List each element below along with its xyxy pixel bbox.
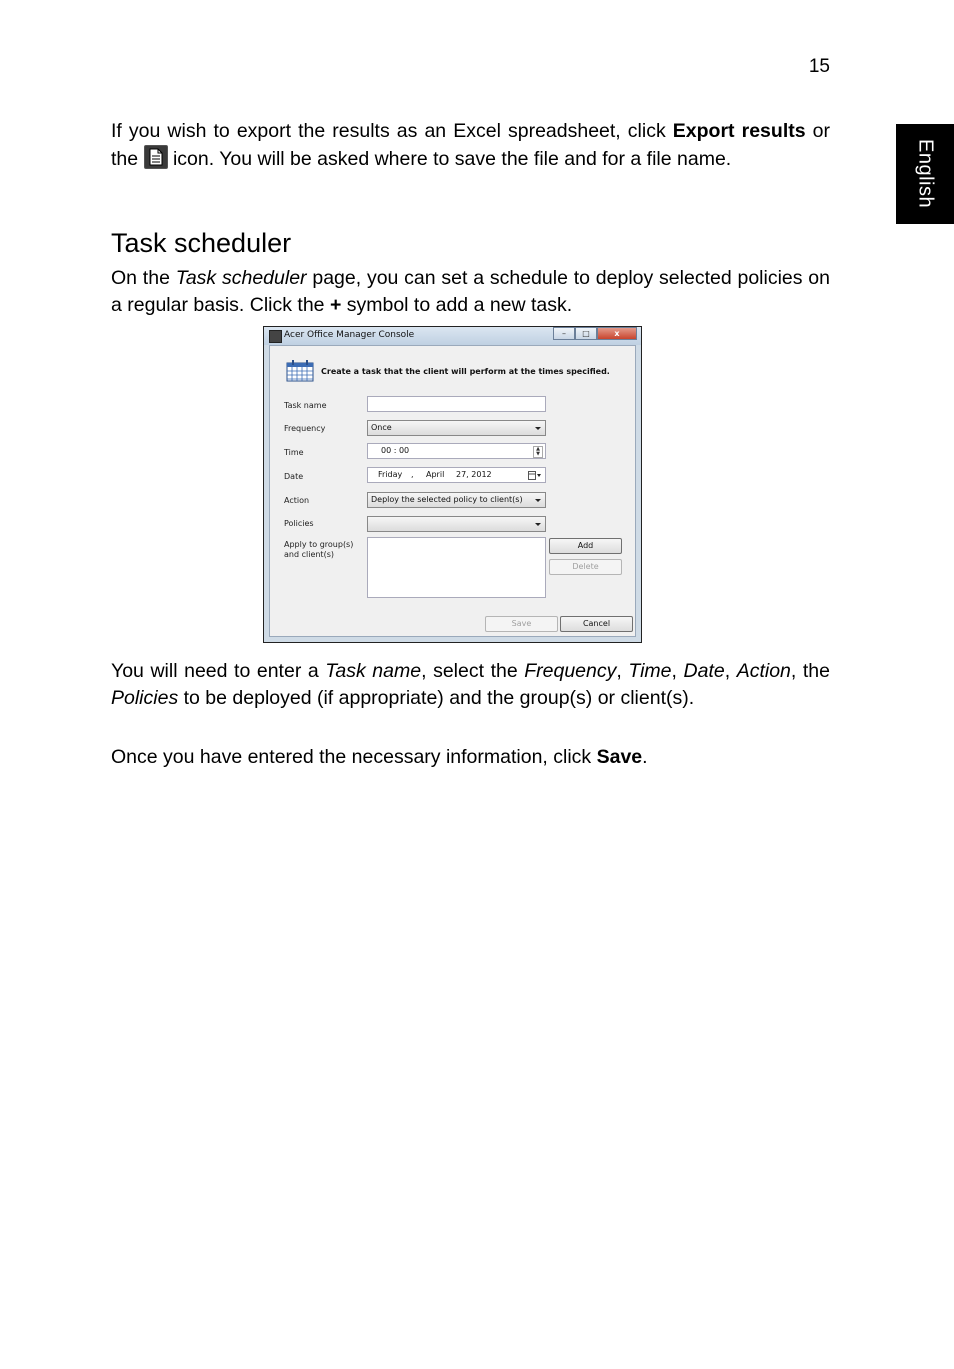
close-button[interactable]: x	[597, 327, 637, 340]
dialog-titlebar	[264, 327, 641, 345]
p1-text-3: symbol to add a new task.	[341, 293, 573, 316]
dialog-client-area	[269, 345, 636, 637]
time-label: Time	[284, 448, 304, 457]
policies-label: Policies	[284, 519, 314, 528]
minimize-button[interactable]: –	[553, 327, 575, 340]
intro-text-3: icon. You will be asked where to save the file and for a file name.	[167, 147, 732, 170]
frequency-label: Frequency	[284, 424, 326, 433]
export-results-term: Export results	[672, 120, 806, 142]
policies-dropdown[interactable]	[367, 516, 546, 532]
language-tab-label: English	[914, 139, 937, 209]
calendar-dropdown-icon[interactable]	[528, 471, 542, 480]
p2-italic-policies: Policies	[111, 686, 179, 709]
p2-italic-frequency: Frequency	[524, 660, 617, 682]
time-picker[interactable]	[367, 443, 546, 459]
chevron-down-icon	[535, 523, 541, 526]
intro-text-1: If you wish to export the results as an Excel spreadsheet, click	[111, 120, 673, 142]
task-name-label: Task name	[284, 401, 327, 410]
apply-label-line-2: and client(s)	[284, 550, 334, 559]
action-value: Deploy the selected policy to client(s)	[371, 495, 523, 504]
date-label: Date	[284, 472, 304, 481]
dialog-title: Acer Office Manager Console	[284, 330, 415, 340]
calendar-icon	[286, 360, 314, 382]
frequency-value: Once	[371, 423, 392, 432]
action-dropdown[interactable]	[367, 492, 546, 508]
p3-text-1: Once you have entered the necessary information, click	[111, 746, 597, 768]
plus-symbol: +	[329, 293, 342, 316]
instructions-paragraph	[111, 658, 830, 711]
chevron-down-icon	[535, 499, 541, 502]
p2-text-5: ,	[724, 660, 737, 682]
p2-italic-date: Date	[683, 660, 725, 682]
cancel-button[interactable]: Cancel	[560, 616, 633, 632]
p2-italic-time: Time	[628, 660, 672, 682]
spinner-icon[interactable]: ▲ ▼	[533, 446, 543, 458]
time-value: 00 : 00	[381, 446, 410, 455]
p2-text-3: ,	[616, 660, 629, 682]
p2-text-2: , select the	[421, 660, 525, 682]
page-number: 15	[808, 56, 830, 77]
intro-paragraph	[111, 118, 830, 172]
p2-italic-task-name: Task name	[325, 660, 422, 682]
action-label: Action	[284, 496, 310, 505]
language-tab	[896, 124, 954, 224]
p2-text-6: , the	[790, 660, 830, 682]
p2-text-4: ,	[671, 660, 684, 682]
date-month: April	[426, 470, 445, 479]
save-instruction-paragraph	[111, 744, 830, 771]
add-button[interactable]: Add	[549, 538, 622, 554]
dialog-header-text: Create a task that the client will perform at the times specified.	[321, 367, 610, 376]
window-controls	[553, 327, 637, 341]
date-day: Friday	[378, 470, 403, 479]
chevron-down-icon	[535, 427, 541, 430]
app-icon	[269, 330, 282, 343]
p3-text-2: .	[642, 746, 648, 768]
p2-text-7: to be deployed (if appropriate) and the group(s) or client(s).	[178, 686, 695, 709]
p1-text-2: page, you can set a schedule to deploy selected policies on a regular basis. Click the	[111, 267, 830, 316]
maximize-button[interactable]: □	[575, 327, 597, 340]
p2-text-1: You will need to enter a	[111, 660, 326, 682]
groups-clients-listbox[interactable]	[367, 537, 546, 598]
date-separator: ,	[411, 470, 414, 479]
document-icon	[144, 145, 168, 169]
p1-italic-1: Task scheduler	[175, 267, 307, 289]
apply-label-line-1: Apply to group(s)	[284, 540, 354, 549]
date-picker[interactable]	[367, 467, 546, 483]
save-button[interactable]: Save	[485, 616, 558, 632]
task-scheduler-paragraph	[111, 265, 830, 318]
task-name-input[interactable]	[367, 396, 546, 412]
delete-button[interactable]: Delete	[549, 559, 622, 575]
p1-text-1: On the	[111, 267, 176, 289]
section-heading: Task scheduler	[111, 228, 292, 258]
save-term: Save	[596, 746, 643, 768]
date-rest: 27, 2012	[456, 470, 492, 479]
intro-text-2: or the	[111, 120, 830, 170]
p2-italic-action: Action	[736, 660, 791, 682]
frequency-dropdown[interactable]	[367, 420, 546, 436]
task-dialog-screenshot	[263, 326, 642, 643]
